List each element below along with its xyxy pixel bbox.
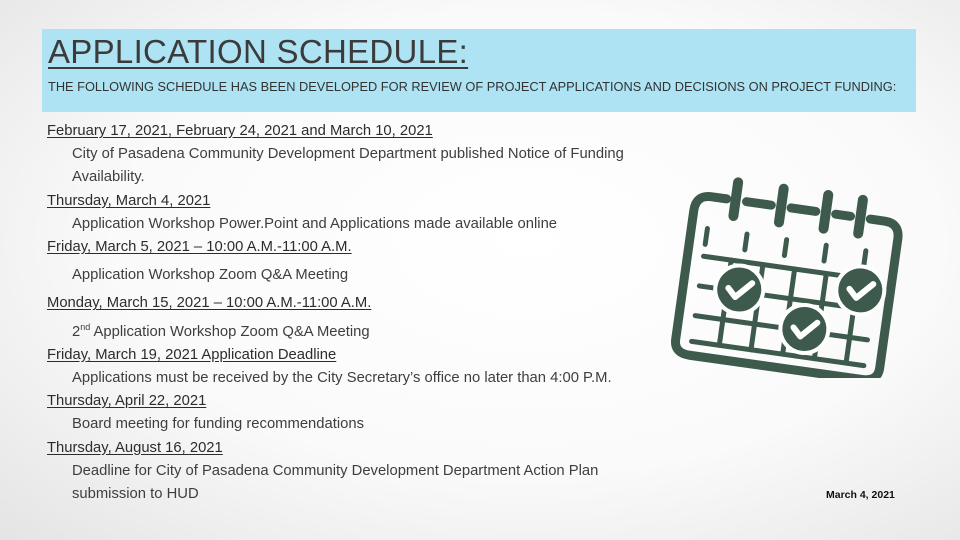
schedule-entry (47, 292, 657, 343)
ordinal-suffix: nd (80, 321, 91, 332)
schedule-date: Thursday, March 4, 2021 (47, 192, 211, 209)
schedule-entry (47, 390, 657, 436)
ordinal-number: 2 (72, 323, 81, 340)
schedule-date: Thursday, August 16, 2021 (47, 439, 223, 456)
schedule-description (47, 321, 657, 344)
schedule-description: Applications must be received by the City Secretary’s office no later than 4:00 P.M. (72, 370, 612, 387)
schedule-date: Monday, March 15, 2021 – 10:00 A.M.-11:00 A.M. (47, 295, 372, 312)
schedule-description: Deadline for City of Pasadena Community Development Department Action Plan submission to HUD (72, 462, 599, 503)
title-banner (42, 29, 916, 112)
schedule-date: Friday, March 19, 2021 Application Deadline (47, 346, 337, 363)
schedule-date: Friday, March 5, 2021 – 10:00 A.M.-11:00 A.M. (47, 239, 352, 256)
schedule-entry (47, 120, 657, 190)
schedule-description: Application Workshop Power.Point and Applications made available online (72, 215, 558, 232)
schedule-entry (47, 437, 657, 507)
schedule-date: February 17, 2021, February 24, 2021 and March 10, 2021 (47, 123, 433, 139)
schedule-description: City of Pasadena Community Development Department published Notice of Funding Availability. (72, 146, 624, 186)
schedule-date: Thursday, April 22, 2021 (47, 393, 207, 410)
schedule-list (47, 120, 657, 506)
footer-date: March 4, 2021 (826, 489, 895, 501)
calendar-checkmarks-icon (662, 168, 912, 383)
schedule-entry (47, 190, 657, 236)
page-subtitle: THE FOLLOWING SCHEDULE HAS BEEN DEVELOPED FOR REVIEW OF PROJECT APPLICATIONS AND DECISIONS ON PROJECT FUNDING: (48, 79, 897, 94)
schedule-description: Board meeting for funding recommendations (72, 416, 364, 433)
page-title: APPLICATION SCHEDULE: (48, 33, 469, 70)
schedule-entry (47, 236, 657, 287)
schedule-description: Application Workshop Zoom Q&A Meeting (72, 267, 349, 284)
schedule-entry (47, 344, 657, 390)
schedule-description-text: Application Workshop Zoom Q&A Meeting (93, 323, 370, 340)
